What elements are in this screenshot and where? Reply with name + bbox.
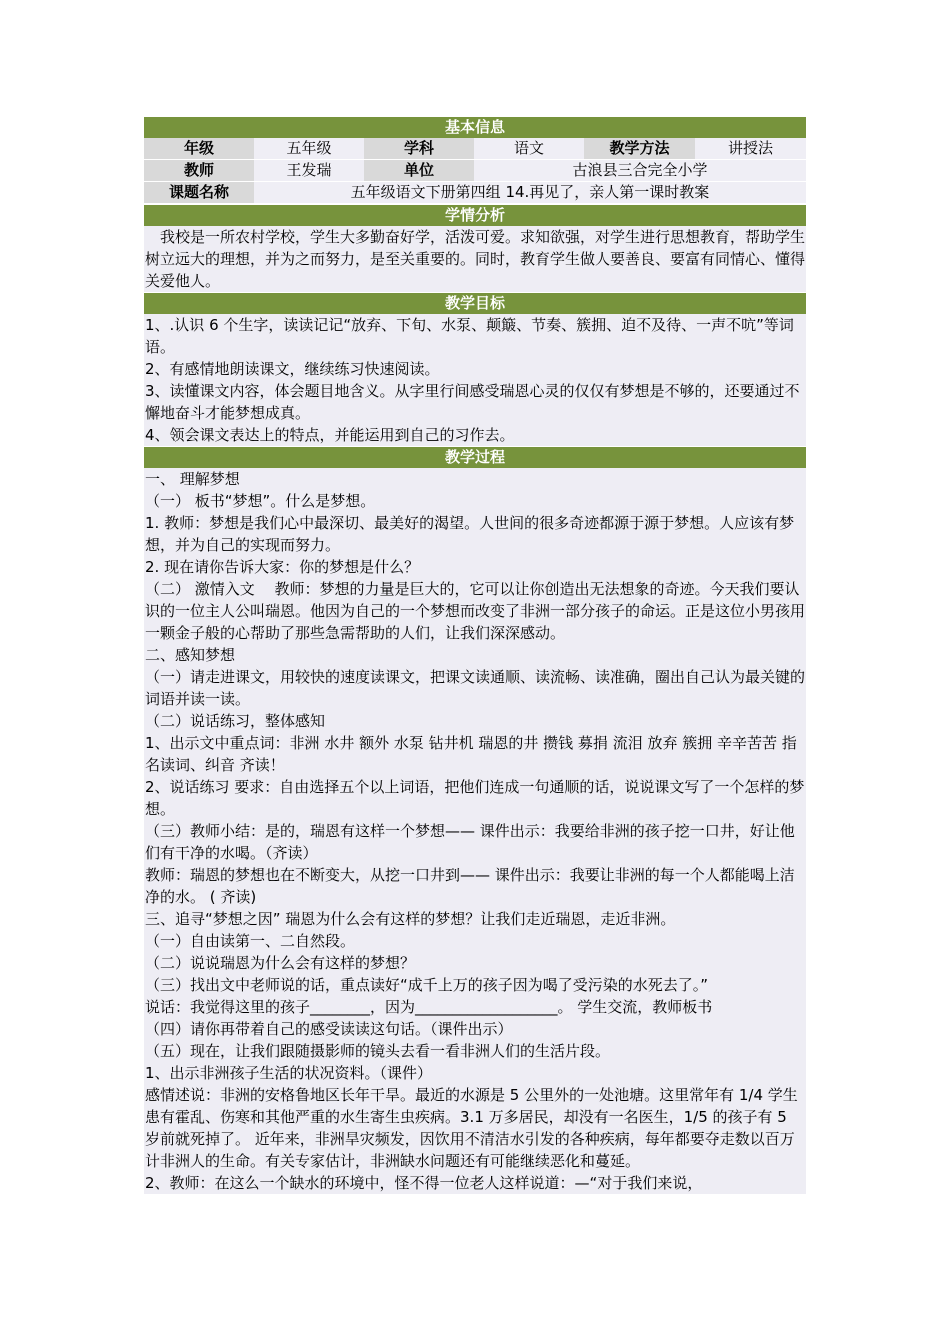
- process-line: 说话：我觉得这里的孩子________，因为___________________。 学生交流，教师板书: [145, 998, 713, 1016]
- process-line: （一） 板书“梦想”。什么是梦想。: [145, 492, 376, 510]
- method-label: 教学方法: [584, 138, 695, 160]
- process-line: 1、出示文中重点词：非洲 水井 额外 水泵 钻井机 瑞恩的井 攒钱 募捐 流泪 放弃 簇拥 辛辛苦苦 指名读词、纠音 齐读！: [145, 734, 797, 774]
- info-row-lesson: [144, 182, 806, 204]
- info-row-grade: [144, 138, 806, 160]
- process-line: （二）说话练习，整体感知: [145, 712, 326, 730]
- grade-label: 年级: [144, 138, 254, 160]
- process-line: 三、追寻“梦想之因” 瑞恩为什么会有这样的梦想？让我们走近瑞恩，走近非洲。: [145, 910, 676, 928]
- lesson-title-value: 五年级语文下册第四组 14.再见了，亲人第一课时教案: [254, 182, 806, 204]
- analysis-text: 我校是一所农村学校，学生大多勤奋好学，活泼可爱。求知欲强，对学生进行思想教育，帮助学生树立远大的理想，并为之而努力，是至关重要的。同时，教育学生做人要善良、要富有同情心、懂得关爱他人。: [145, 228, 806, 290]
- process-line: 1、出示非洲孩子生活的状况资料。（课件）: [145, 1064, 433, 1082]
- process-line: 教师：瑞恩的梦想也在不断变大，从挖一口井到—— 课件出示：我要让非洲的每一个人都能喝上洁净的水。 ( 齐读): [145, 866, 795, 906]
- unit-label: 单位: [364, 160, 474, 182]
- process-line: （一）自由读第一、二自然段。: [145, 932, 356, 950]
- section-header-process: 教学过程: [144, 447, 806, 468]
- method-value: 讲授法: [695, 138, 806, 160]
- teacher-value: 王发瑞: [254, 160, 364, 182]
- process-line: （四）请你再带着自己的感受读读这句话。（课件出示）: [145, 1020, 513, 1038]
- process-line: （五）现在，让我们跟随摄影师的镜头去看一看非洲人们的生活片段。: [145, 1042, 611, 1060]
- analysis-block: [144, 226, 806, 292]
- process-line: 一、 理解梦想: [145, 470, 240, 488]
- process-block: [144, 468, 806, 1194]
- goal-item: 3、读懂课文内容，体会题目地含义。从字里行间感受瑞恩心灵的仅仅有梦想是不够的，还要通过不懈地奋斗才能梦想成真。: [145, 382, 800, 422]
- lesson-title-label: 课题名称: [144, 182, 254, 204]
- section-header-analysis: 学情分析: [144, 205, 806, 226]
- basic-info-table: [144, 138, 806, 204]
- process-line: （一）请走进课文，用较快的速度读课文，把课文读通顺、读流畅、读准确，圈出自己认为最关键的词语并读一读。: [145, 668, 806, 708]
- process-line: 1. 教师：梦想是我们心中最深切、最美好的渴望。人世间的很多奇迹都源于源于梦想。人应该有梦想，并为自己的实现而努力。: [145, 514, 795, 554]
- subject-value: 语文: [474, 138, 584, 160]
- process-line: （二） 激情入文 教师：梦想的力量是巨大的，它可以让你创造出无法想象的奇迹。今天我们要认识的一位主人公叫瑞恩。他因为自己的一个梦想而改变了非洲一部分孩子的命运。正是这位小男孩用一颗金子般的心帮助了那些急需帮助的人们，让我们深深感动。: [145, 580, 806, 642]
- grade-value: 五年级: [254, 138, 364, 160]
- section-header-goals: 教学目标: [144, 293, 806, 314]
- lesson-plan-sheet: [144, 116, 806, 1194]
- goal-item: 1、.认识 6 个生字，读读记记“放弃、下旬、水泵、颠簸、节奏、簇拥、迫不及待、一声不吭”等词语。: [145, 316, 794, 356]
- process-line: 二、感知梦想: [145, 646, 236, 664]
- teacher-label: 教师: [144, 160, 254, 182]
- unit-value: 古浪县三合完全小学: [474, 160, 806, 182]
- process-line: （三）教师小结：是的，瑞恩有这样一个梦想—— 课件出示：我要给非洲的孩子挖一口井，好让他们有干净的水喝。（齐读）: [145, 822, 795, 862]
- process-line: 2、说话练习 要求：自由选择五个以上词语，把他们连成一句通顺的话，说说课文写了一个怎样的梦想。: [145, 778, 805, 818]
- process-line: （二）说说瑞恩为什么会有这样的梦想？: [145, 954, 416, 972]
- section-header-basic-info: 基本信息: [144, 117, 806, 138]
- goals-block: [144, 314, 806, 446]
- info-row-teacher: [144, 160, 806, 182]
- process-line: 2. 现在请你告诉大家：你的梦想是什么？: [145, 558, 420, 576]
- goal-item: 2、有感情地朗读课文，继续练习快速阅读。: [145, 360, 440, 378]
- process-line: 2、教师：在这么一个缺水的环境中，怪不得一位老人这样说道：—“对于我们来说，: [145, 1174, 703, 1192]
- goal-item: 4、领会课文表达上的特点，并能运用到自己的习作去。: [145, 426, 515, 444]
- process-line: （三）找出文中老师说的话，重点读好“成千上万的孩子因为喝了受污染的水死去了。”: [145, 976, 709, 994]
- process-line: 感情述说：非洲的安格鲁地区长年干旱。最近的水源是 5 公里外的一处池塘。这里常年有 1/4 学生患有霍乱、伤寒和其他严重的水生寄生虫疾病。3.1 万多居民，却没有一名医生，1/5 的孩子有 5 岁前就死掉了。 近年来，非洲旱灾频发，因饮用不清洁水引发的各种疾病，每年都要夺走数以百万计非洲人的生命。有关专家估计，非洲缺水问题还有可能继续恶化和蔓延。: [145, 1086, 798, 1170]
- subject-label: 学科: [364, 138, 474, 160]
